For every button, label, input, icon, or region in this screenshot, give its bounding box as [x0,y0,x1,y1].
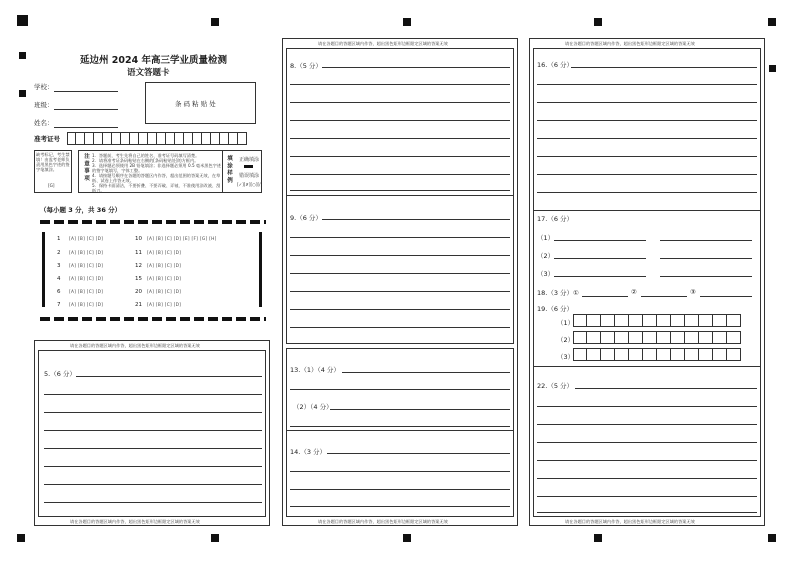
sub-question-label: （3） [557,353,575,361]
sub-question-label: （1） [557,319,575,327]
answer-line[interactable] [290,489,510,490]
answer-line[interactable] [290,426,510,427]
registration-mark [403,534,411,542]
mcq-bottom-border [40,317,266,321]
warning-text: 请在各题目的答题区域内作答，超出黑色矩形边框限定区域的答案无效 [565,519,695,524]
answer-line[interactable] [44,466,262,467]
absent-mark-symbol[interactable]: [G] [48,183,55,188]
registration-mark [768,534,776,542]
mcq-item[interactable]: 3 [A] [B] [C] [D] [57,263,104,269]
answer-line[interactable] [582,296,628,297]
registration-mark [403,18,411,26]
notes-title: 注 意 事 项 [83,153,89,181]
note-item: 2．请将准考证条码粘贴在右侧的[条码粘贴处]的方框内。 [92,158,199,163]
fill-example-title: 填 涂 样 例 [226,155,232,183]
answer-line[interactable] [290,138,510,139]
answer-line[interactable] [290,309,510,310]
answer-line[interactable] [327,453,510,454]
mcq-item[interactable]: 21 [A] [B] [C] [D] [135,302,182,308]
answer-line[interactable] [537,120,757,121]
question-label: 14.（3 分） [290,448,327,456]
school-label: 学校： [34,83,54,91]
question-label: 8.（5 分） [290,62,322,70]
sub-question-label: （3） [537,270,555,278]
mcq-item[interactable]: 2 [A] [B] [C] [D] [57,250,104,256]
answer-line[interactable] [44,484,262,485]
question-divider [533,366,761,367]
notes-divider [222,150,223,193]
question-divider [533,210,761,211]
answer-line[interactable] [290,190,510,191]
note-item: 4．请按题号顺序在各题的答题区内作答，超出范围的答案无效，在草纸、试卷上作答无效。 [92,173,221,183]
warning-text: 请在各题目的答题区域内作答，超出黑色矩形边框限定区域的答案无效 [318,519,448,524]
answer-line[interactable] [554,240,646,241]
answer-line[interactable] [537,138,757,139]
question-label: 5.（6 分） [44,370,76,378]
answer-line[interactable] [290,389,510,390]
fill-correct-mark [244,165,253,168]
mcq-item[interactable]: 4 [A] [B] [C] [D] [57,276,104,282]
blank-marker: ② [631,288,637,296]
answer-line[interactable] [290,327,510,328]
answer-line[interactable] [537,192,757,193]
answer-line[interactable] [290,506,510,507]
answer-line[interactable] [44,502,262,503]
question-label: 22.（5 分） [537,382,574,390]
note-item: 3．选择题必须使用 2B 铅笔填涂；非选择题必须用 0.5 毫米黑色字迹的签字笔填写，字体工整。 [92,163,222,173]
mcq-right-bar [259,232,262,307]
answer-line[interactable] [641,296,687,297]
answer-line[interactable] [700,296,752,297]
answer-line[interactable] [290,174,510,175]
answer-line[interactable] [322,219,510,220]
question-divider [286,430,514,431]
question-label: 13.（1）（4 分） [290,366,340,374]
answer-line[interactable] [537,478,757,479]
mcq-item[interactable]: 11 [A] [B] [C] [D] [135,250,182,256]
answer-line[interactable] [554,276,646,277]
mcq-top-border [40,220,266,224]
answer-line[interactable] [290,255,510,256]
note-item: 1．答题前，考生先将自己的姓名、准考证号码填写清楚。 [92,153,200,158]
registration-mark [594,18,602,26]
fill-wrong-marks: [✓][✗][○][/] [237,182,263,187]
answer-line[interactable] [290,471,510,472]
answer-line[interactable] [537,424,757,425]
char-grid-row[interactable] [573,331,741,344]
exam-id-cells[interactable] [67,132,247,145]
answer-line[interactable] [571,67,757,68]
class-field[interactable] [54,109,118,110]
answer-line[interactable] [290,237,510,238]
answer-line[interactable] [44,430,262,431]
answer-line[interactable] [554,258,646,259]
question-label: （2）（4 分） [293,403,333,411]
answer-line[interactable] [537,460,757,461]
mcq-item[interactable]: 20 [A] [B] [C] [D] [135,289,182,295]
mcq-item[interactable]: 12 [A] [B] [C] [D] [135,263,182,269]
answer-line[interactable] [44,412,262,413]
answer-frame-q16-q22 [533,48,761,517]
sub-question-label: （2） [537,252,555,260]
question-label: 17.（6 分） [537,215,574,223]
answer-line[interactable] [660,240,752,241]
sub-question-label: （1） [537,234,555,242]
mcq-item[interactable]: 1 [A] [B] [C] [D] [57,236,104,242]
answer-line[interactable] [537,102,757,103]
char-grid-row[interactable] [573,314,741,327]
answer-line[interactable] [290,291,510,292]
school-field[interactable] [54,91,118,92]
sub-question-label: （2） [557,336,575,344]
name-field[interactable] [54,127,118,128]
barcode-label: 条 码 粘 贴 处 [175,100,216,108]
answer-frame-q8-q9 [286,48,514,344]
registration-mark [211,534,219,542]
answer-line[interactable] [537,512,757,513]
warning-text: 请在各题目的答题区域内作答，超出黑色矩形边框限定区域的答案无效 [318,41,448,46]
warning-text: 请在各题目的答题区域内作答，超出黑色矩形边框限定区域的答案无效 [70,343,200,348]
fill-wrong-label: 错误填涂 [239,173,260,179]
blank-marker: ③ [690,288,696,296]
page-title: 延边州 2024 年高三学业质量检测 [80,55,228,66]
question-label: 16.（6 分） [537,61,574,69]
answer-line[interactable] [76,376,262,377]
answer-line[interactable] [290,84,510,85]
notes-list [92,153,222,193]
answer-line[interactable] [537,84,757,85]
char-grid-row[interactable] [573,348,741,361]
answer-line[interactable] [575,388,757,389]
answer-line[interactable] [290,120,510,121]
answer-line[interactable] [322,67,510,68]
registration-mark [594,534,602,542]
exam-id-label: 准考证号 [34,135,60,143]
registration-mark [17,15,28,26]
registration-mark [17,534,25,542]
registration-mark [19,90,26,97]
answer-line[interactable] [342,372,510,373]
mcq-item[interactable]: 6 [A] [B] [C] [D] [57,289,104,295]
mcq-item[interactable]: 15 [A] [B] [C] [D] [135,276,182,282]
mcq-header: （每小题 3 分，共 36 分） [40,206,122,214]
answer-line[interactable] [44,394,262,395]
answer-line[interactable] [44,448,262,449]
answer-line[interactable] [537,496,757,497]
answer-line[interactable] [290,156,510,157]
registration-mark [19,52,26,59]
absent-mark-text: 缺考标记，考生禁填！由监考老师负责用黑色字迹的签字笔填涂。 [36,152,70,172]
page-subtitle: 语文答题卡 [127,68,170,78]
class-label: 班级： [34,101,54,109]
registration-mark [769,65,776,72]
warning-text: 请在各题目的答题区域内作答，超出黑色矩形边框限定区域的答案无效 [565,41,695,46]
name-label: 姓名： [34,119,54,127]
answer-line[interactable] [537,406,757,407]
question-label: 18.（3 分）① [537,289,579,297]
answer-line[interactable] [660,258,752,259]
question-label: 19.（6 分） [537,305,574,313]
registration-mark [768,18,776,26]
mcq-item[interactable]: 10 [A] [B] [C] [D] [E] [F] [G] [H] [135,236,217,242]
mcq-item[interactable]: 7 [A] [B] [C] [D] [57,302,104,308]
warning-text: 请在各题目的答题区域内作答，超出黑色矩形边框限定区域的答案无效 [70,519,200,524]
question-label: 9.（6 分） [290,214,322,222]
answer-line[interactable] [537,174,757,175]
answer-line[interactable] [290,273,510,274]
registration-mark [211,18,219,26]
answer-line[interactable] [537,156,757,157]
answer-line[interactable] [330,409,510,410]
answer-line[interactable] [660,276,752,277]
fill-correct-label: 正确填涂 [239,157,260,163]
answer-line[interactable] [290,102,510,103]
question-divider [286,195,514,196]
answer-line[interactable] [537,442,757,443]
note-item: 5．保持卡面清洁，不要折叠、不要弄破、弄皱，不准使用涂改液、刮纸刀。 [92,183,221,193]
mcq-left-bar [42,232,45,307]
